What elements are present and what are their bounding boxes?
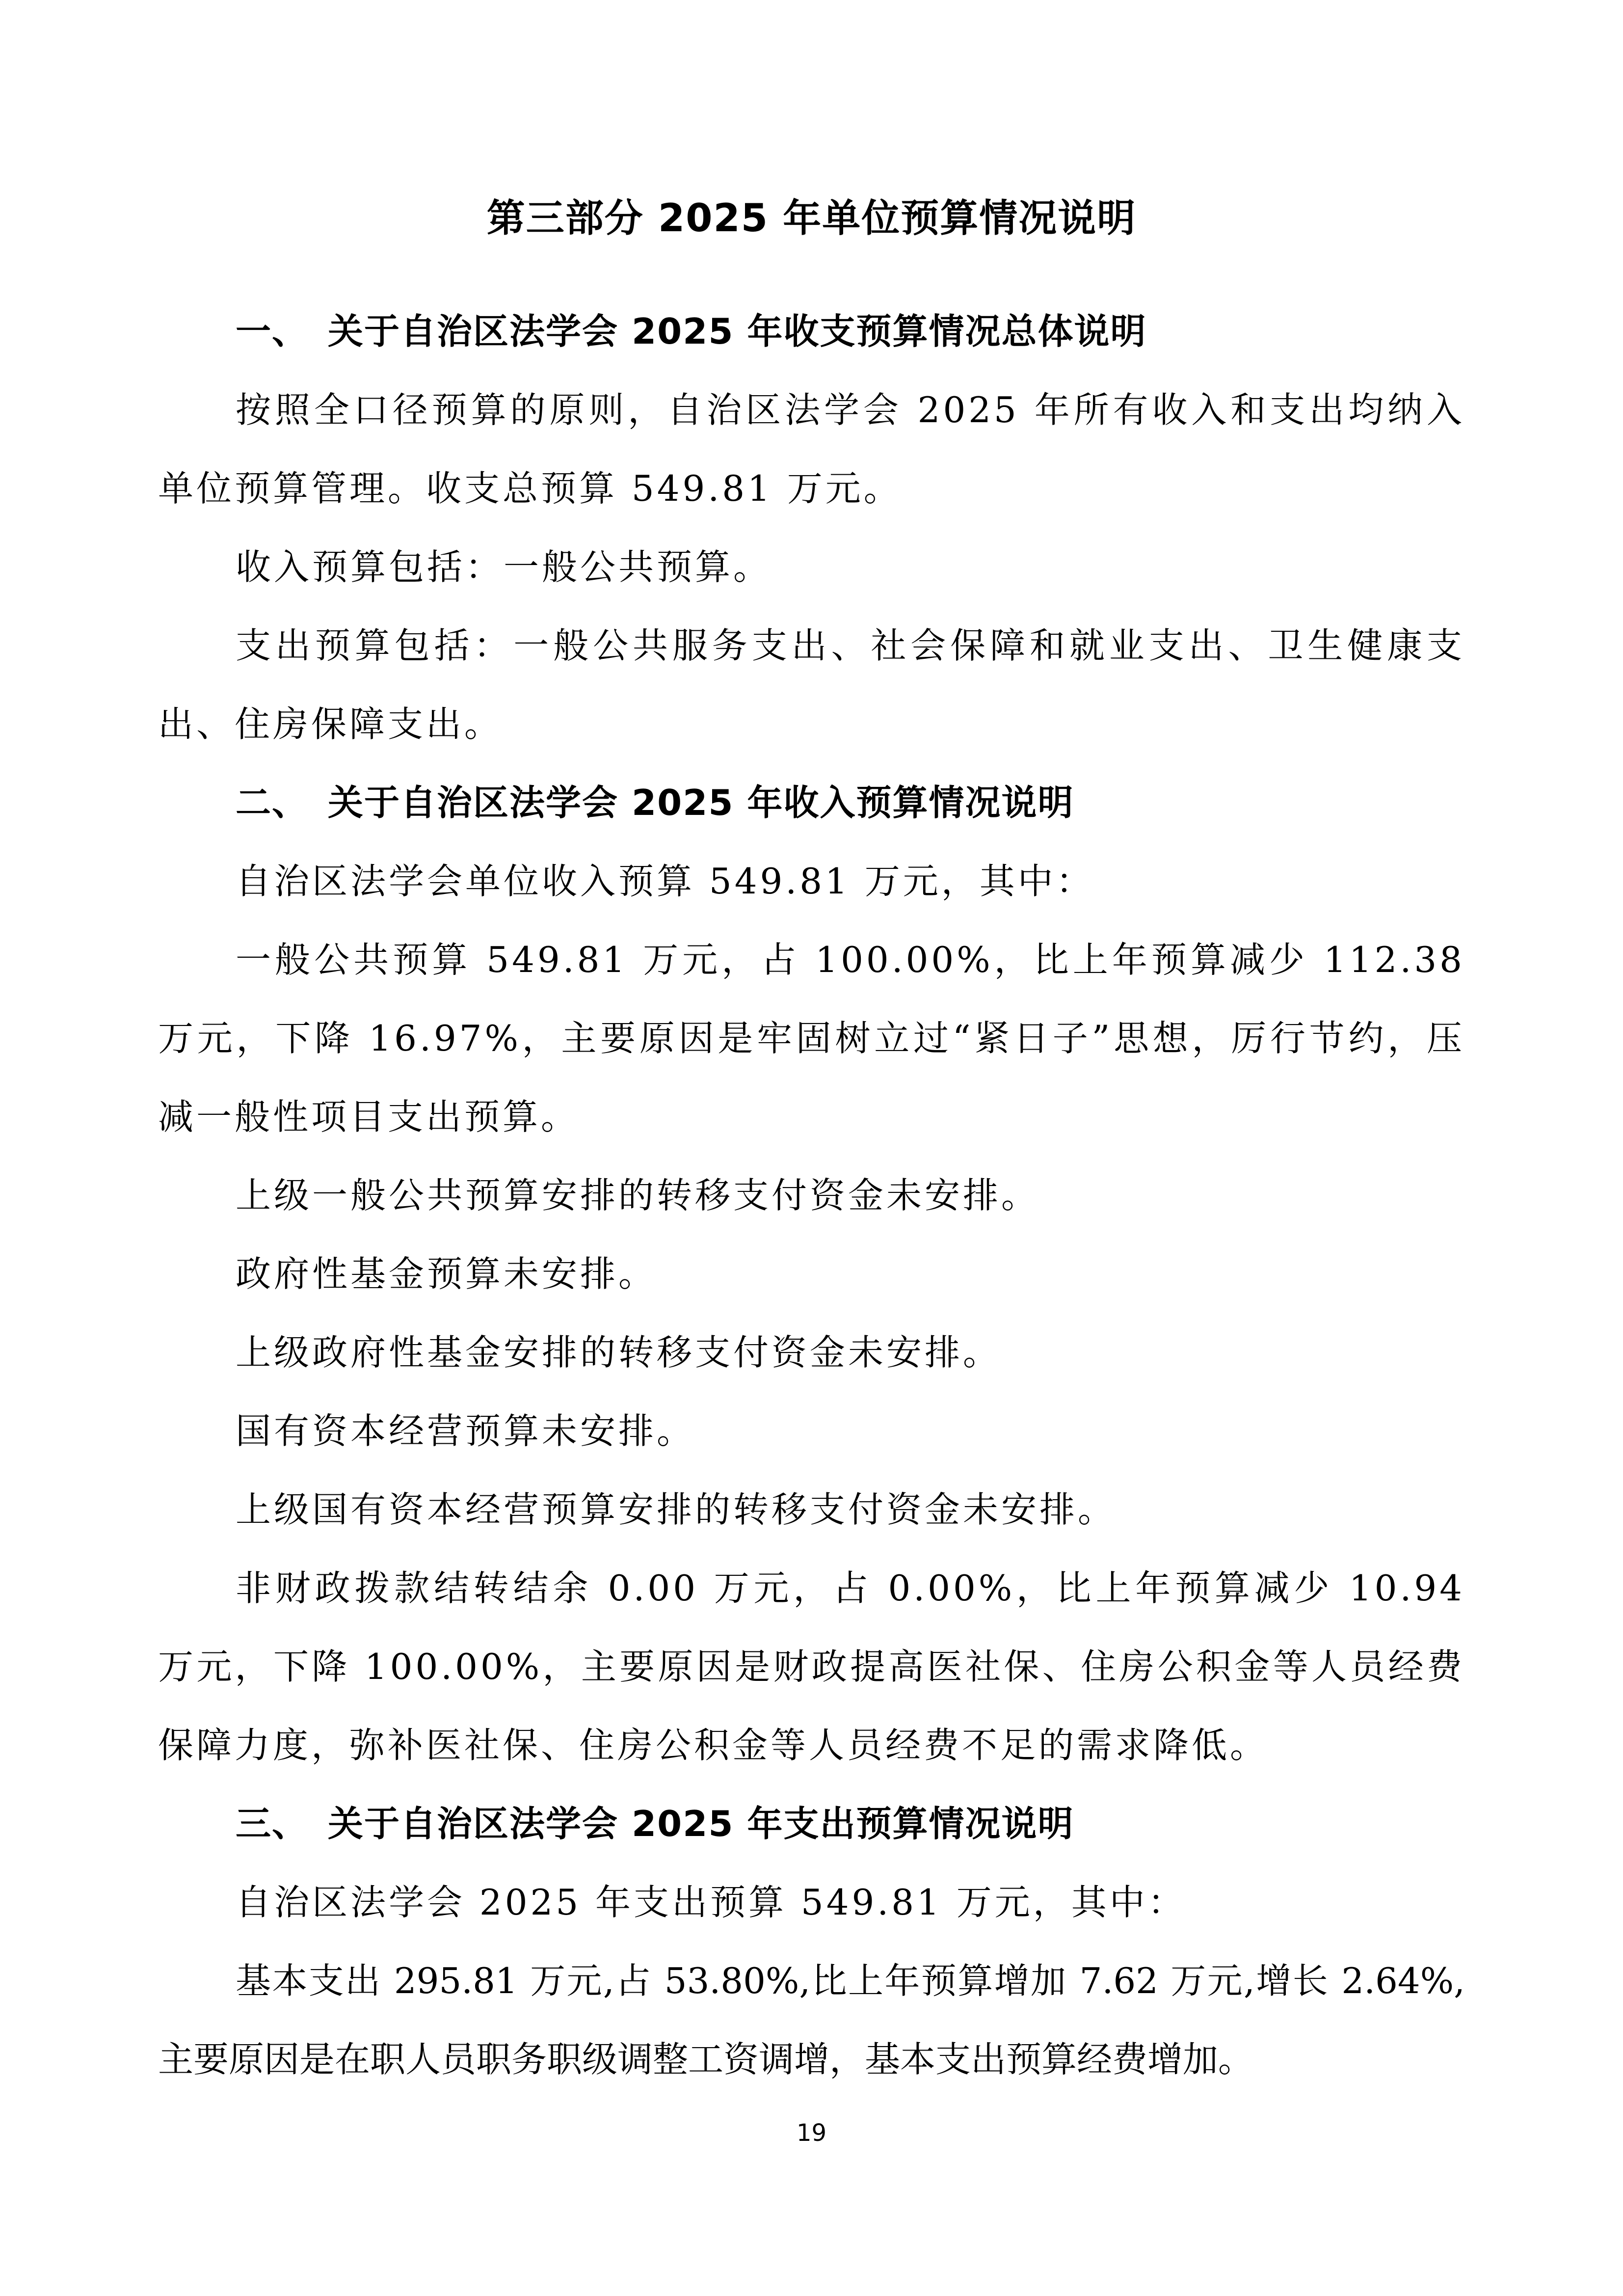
page-title: 第三部分 2025 年单位预算情况说明: [486, 196, 1137, 241]
section-heading-2: [158, 763, 1465, 842]
section-heading-3: [158, 1784, 1465, 1863]
section-number: 二、: [236, 782, 309, 823]
section-heading-text: 关于自治区法学会 2025 年收支预算情况总体说明: [328, 311, 1147, 352]
section-heading-text: 关于自治区法学会 2025 年支出预算情况说明: [328, 1803, 1074, 1844]
document-body: [158, 189, 1465, 2099]
section-heading-1: [158, 292, 1465, 371]
paragraph: 政府性基金预算未安排。: [236, 1253, 657, 1295]
paragraph: 上级一般公共预算安排的转移支付资金未安排。: [236, 1175, 1040, 1216]
paragraph: 上级国有资本经营预算安排的转移支付资金未安排。: [236, 1489, 1117, 1530]
paragraph: 国有资本经营预算未安排。: [236, 1410, 695, 1452]
paragraph: 收入预算包括：一般公共预算。: [236, 546, 772, 588]
paragraph: 非财政拨款结转结余 0.00 万元，占 0.00%，比上年预算减少 10.94 万元，下降 100.00%，主要原因是财政提高医社保、住房公积金等人员经费保障力度，弥补医社保、住房公积金等人员经费不足的需求降低。: [158, 1567, 1465, 1766]
paragraph: 支出预算包括：一般公共服务支出、社会保障和就业支出、卫生健康支出、住房保障支出。: [158, 625, 1465, 745]
paragraph: 按照全口径预算的原则，自治区法学会 2025 年所有收入和支出均纳入单位预算管理。收支总预算 549.81 万元。: [158, 389, 1465, 509]
section-number: 一、: [236, 311, 309, 352]
paragraph: 一般公共预算 549.81 万元，占 100.00%，比上年预算减少 112.38 万元，下降 16.97%，主要原因是牢固树立过“紧日子”思想，厉行节约，压减一般性项目支出预算。: [158, 939, 1465, 1137]
section-number: 三、: [236, 1803, 309, 1844]
paragraph: 自治区法学会单位收入预算 549.81 万元，其中：: [236, 861, 1094, 902]
paragraph: 上级政府性基金安排的转移支付资金未安排。: [236, 1332, 1002, 1373]
page-number: 19: [796, 2119, 827, 2147]
section-heading-text: 关于自治区法学会 2025 年收入预算情况说明: [328, 782, 1074, 823]
paragraph: 自治区法学会 2025 年支出预算 549.81 万元，其中：: [236, 1882, 1186, 1923]
paragraph: 基本支出 295.81 万元,占 53.80%,比上年预算增加 7.62 万元,增长 2.64%,主要原因是在职人员职务职级调整工资调增，基本支出预算经费增加。: [158, 1960, 1465, 2080]
